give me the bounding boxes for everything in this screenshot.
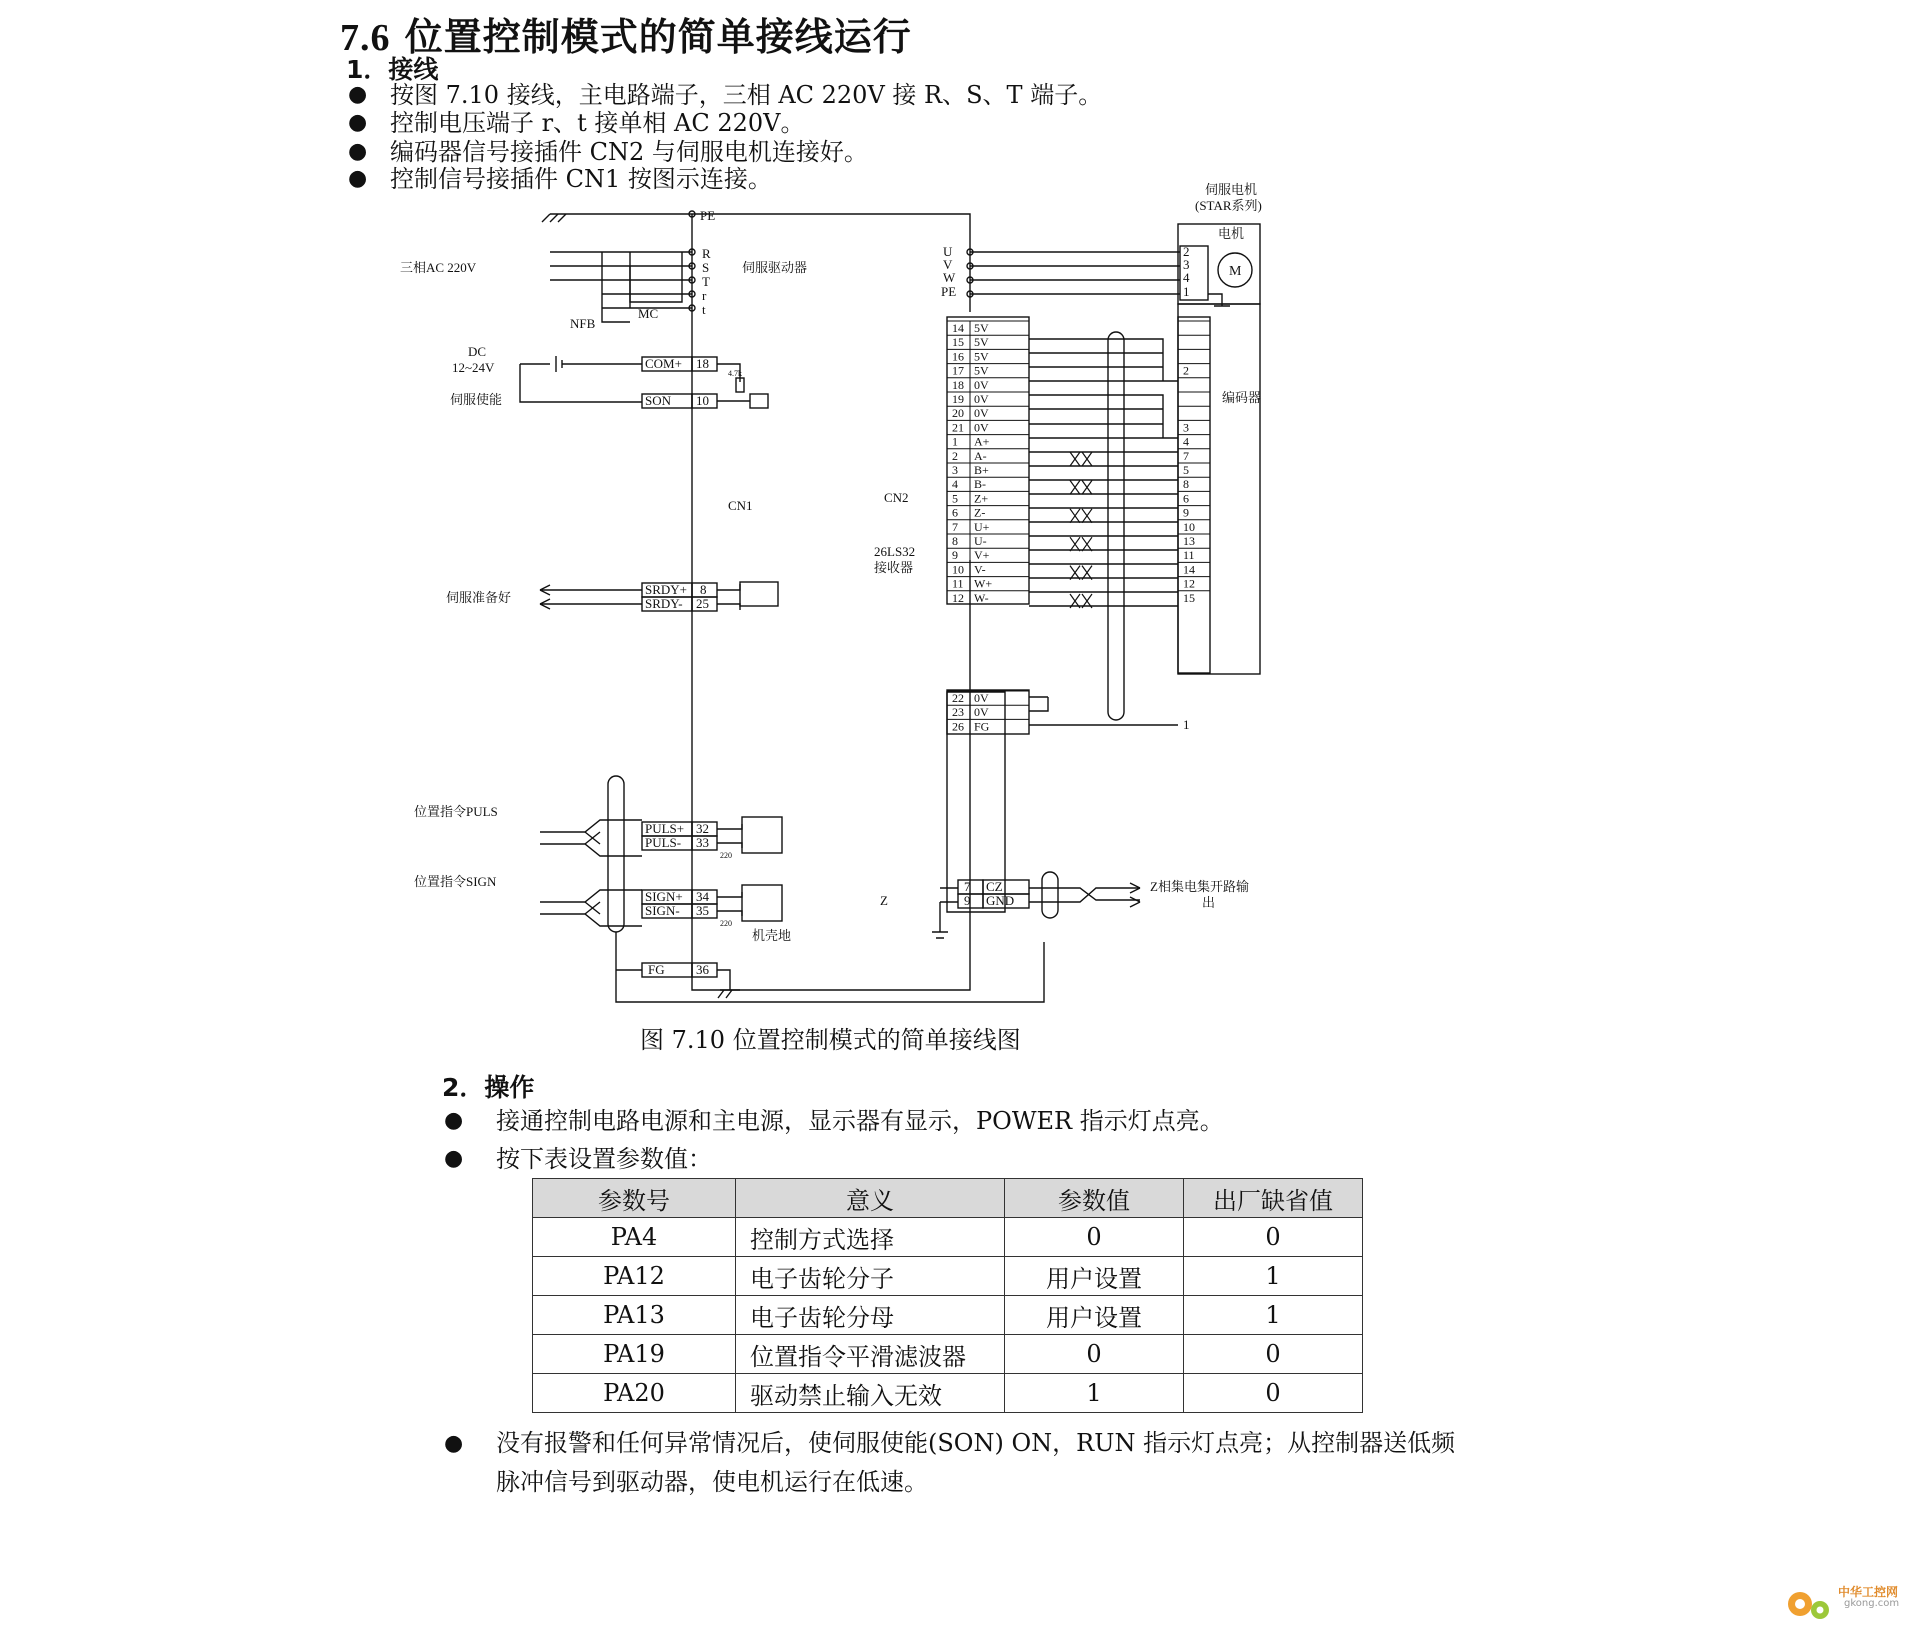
cn2-pin-number: 15 [952, 335, 964, 350]
column-header: 参数值 [1005, 1179, 1184, 1218]
cn2-pin-number: 10 [952, 562, 964, 577]
cn2-pin-signal: 0V [974, 392, 989, 406]
motor-series-label: (STAR系列) [1195, 198, 1262, 213]
gear-logo-icon [1782, 1580, 1838, 1626]
fg-pin-number: 36 [696, 962, 709, 977]
param-value-cell: 1 [1005, 1374, 1184, 1413]
cz-pin-label: CZ [986, 879, 1003, 894]
cn2-pin-signal: W- [974, 590, 989, 605]
cn2-pin-signal: Z+ [974, 491, 989, 506]
encoder-pin-number: 13 [1183, 534, 1195, 548]
motor-pin-1: 1 [1183, 284, 1190, 299]
cn2-pin-number: 23 [952, 705, 964, 720]
driver-label: 伺服驱动器 [742, 260, 808, 275]
w-terminal-label: W [943, 270, 956, 285]
param-value-cell: 用户设置 [1005, 1296, 1184, 1335]
column-header: 参数号 [533, 1179, 736, 1218]
encoder-pin-number: 9 [1183, 505, 1189, 520]
z-output-label-line2: 出 [1202, 895, 1216, 910]
servo-enable-label: 伺服使能 [450, 392, 503, 407]
wiring-bullet: ● 控制电压端子 r、t 接单相 AC 220V。 [348, 109, 805, 137]
com-pin-number: 18 [696, 356, 709, 371]
param-default-cell: 0 [1184, 1335, 1363, 1374]
cz-pin-number: 7 [964, 879, 971, 894]
bullet-dot-icon: ● [444, 1108, 464, 1133]
cn2-pin-number: 4 [952, 477, 958, 492]
table-row [533, 1218, 1363, 1257]
puls-minus-number: 33 [696, 835, 709, 850]
wiring-bullet: ● 控制信号接插件 CN1 按图示连接。 [348, 165, 772, 193]
chassis-ground-label: 机壳地 [752, 928, 792, 943]
param-default-cell: 0 [1184, 1374, 1363, 1413]
encoder-pin-number: 12 [1183, 576, 1195, 591]
cn2-pin-signal: A- [974, 448, 987, 463]
encoder-pin-number: 2 [1183, 363, 1189, 378]
section-title: 位置控制模式的简单接线运行 [404, 15, 912, 59]
parameter-table [532, 1178, 1363, 1413]
cn2-pin-signal: V- [974, 562, 986, 577]
cn2-pin-signal: 5V [974, 363, 989, 378]
cn2-pin-number: 7 [952, 519, 958, 534]
operation-heading: 2．操作 [442, 1073, 535, 1102]
encoder-pin-number: 3 [1183, 420, 1189, 435]
cn2-pin-number: 3 [952, 463, 958, 477]
param-id-cell: PA12 [533, 1257, 736, 1296]
sign-plus-number: 34 [696, 889, 709, 904]
figure-caption: 图 7.10 位置控制模式的简单接线图 [640, 1026, 1021, 1054]
sign-label: 位置指令SIGN [414, 874, 497, 889]
operation-bullet: ● 按下表设置参数值： [444, 1145, 712, 1173]
sign-plus-label: SIGN+ [645, 889, 683, 904]
cn2-pin-number: 6 [952, 505, 958, 520]
pe-terminal-label: PE [700, 208, 716, 223]
bullet-dot-icon: ● [348, 166, 368, 191]
cn2-pin-signal: V+ [974, 548, 990, 563]
table-row [533, 1296, 1363, 1335]
cn2-label: CN2 [884, 490, 909, 505]
cn2-pin-signal: 5V [974, 349, 989, 364]
encoder-pin-number: 6 [1183, 491, 1189, 506]
twisted-pair-marker [1070, 509, 1092, 523]
srdy-minus-label: SRDY- [645, 596, 683, 611]
cn2-pin-number: 8 [952, 534, 958, 548]
bullet-dot-icon: ● [444, 1146, 464, 1171]
cn2-pin-number: 18 [952, 377, 964, 392]
u-terminal-label: U [943, 244, 953, 259]
param-id-cell: PA20 [533, 1374, 736, 1413]
cn2-pin-number: 17 [952, 363, 964, 378]
r-control-terminal-label: r [702, 288, 707, 303]
final-note: ● 没有报警和任何异常情况后，使伺服使能(SON) ON，RUN 指示灯点亮；从控制器送低频脉冲信号到驱动器，使电机运行在低速。 [496, 1424, 1466, 1502]
cn2-pin-number: 26 [952, 719, 964, 734]
section-number: 7.6 [340, 17, 391, 59]
cn2-pin-signal: B+ [974, 463, 989, 477]
cn2-pin-number: 2 [952, 448, 958, 463]
srdy-plus-label: SRDY+ [645, 582, 688, 597]
cn2-pin-signal: 0V [974, 705, 989, 720]
motor-pin-2: 2 [1183, 244, 1190, 259]
cn2-pin-signal: 5V [974, 321, 989, 335]
puls-minus-label: PULS- [645, 835, 682, 850]
table-row [533, 1335, 1363, 1374]
dc-range-label: 12~24V [452, 360, 495, 375]
cn2-pin-number: 20 [952, 406, 964, 421]
z-transistor-label: Z [880, 893, 888, 908]
encoder-pin-number: 10 [1183, 519, 1195, 534]
param-default-cell: 1 [1184, 1296, 1363, 1335]
puls-plus-label: PULS+ [645, 821, 685, 836]
cn2-pin-signal: 5V [974, 335, 989, 350]
table-row [533, 1257, 1363, 1296]
cn1-label: CN1 [728, 498, 753, 513]
wiring-bullet: ● 按图 7.10 接线，主电路端子，三相 AC 220V 接 R、S、T 端子。 [348, 81, 1103, 109]
cn2-pin-number: 14 [952, 321, 964, 335]
twisted-pair-marker [1070, 537, 1092, 551]
sign-minus-label: SIGN- [645, 903, 680, 918]
encoder-pin-number: 7 [1183, 448, 1189, 463]
cn2-pin-signal: 0V [974, 420, 989, 435]
cn2-pin-number: 21 [952, 420, 964, 435]
motor-label: 电机 [1218, 226, 1245, 241]
param-id-cell: PA13 [533, 1296, 736, 1335]
cn2-pin-number: 1 [952, 434, 958, 449]
param-value-cell: 0 [1005, 1218, 1184, 1257]
cn2-pin-number: 22 [952, 691, 964, 705]
watermark-brand: 中华工控网 [1838, 1585, 1899, 1599]
t-control-terminal-label: t [702, 302, 706, 317]
twisted-pair-marker [1070, 452, 1092, 466]
diagram-lines [520, 211, 1260, 1002]
bullet-dot-icon: ● [348, 82, 368, 107]
param-meaning-cell: 控制方式选择 [736, 1218, 1005, 1257]
srdy-plus-number: 8 [700, 582, 707, 597]
son-pin-label: SON [645, 393, 672, 408]
param-meaning-cell: 驱动禁止输入无效 [736, 1374, 1005, 1413]
motor-pin-4: 4 [1183, 270, 1190, 285]
cn2-pin-signal: 0V [974, 406, 989, 421]
param-value-cell: 用户设置 [1005, 1257, 1184, 1296]
fg-pin-label: FG [648, 962, 665, 977]
cn2-pin-signal: B- [974, 477, 986, 492]
motor-pin-3: 3 [1183, 257, 1190, 272]
sign-minus-number: 35 [696, 903, 709, 918]
cn2-pin-number: 9 [952, 548, 958, 563]
param-default-cell: 1 [1184, 1257, 1363, 1296]
param-default-cell: 0 [1184, 1218, 1363, 1257]
mc-label: MC [638, 306, 659, 321]
table-header-row [533, 1179, 1363, 1218]
cn2-pin-signal: W+ [974, 576, 993, 591]
param-meaning-cell: 电子齿轮分母 [736, 1296, 1005, 1335]
wiring-diagram [380, 172, 1300, 1012]
cn2-pin-signal: U+ [974, 519, 990, 534]
cn2-pin-signal: Z- [974, 505, 986, 520]
puls-resistor-label: 220 [720, 851, 732, 860]
cn2-pin-number: 5 [952, 491, 958, 506]
pe-motor-terminal-label: PE [941, 284, 957, 299]
sign-resistor-label: 220 [720, 919, 732, 928]
cn2-pin-signal: 0V [974, 691, 989, 705]
encoder-pin-number: 8 [1183, 477, 1189, 492]
encoder-pin-number: 4 [1183, 434, 1189, 449]
gnd-pin-label: GND [986, 893, 1015, 908]
three-phase-label: 三相AC 220V [400, 260, 477, 275]
encoder-pin-number: 14 [1183, 562, 1195, 577]
param-meaning-cell: 位置指令平滑滤波器 [736, 1335, 1005, 1374]
dc-label: DC [468, 344, 487, 359]
wiring-heading: 1．接线 [346, 55, 439, 84]
cn2-pin-number: 12 [952, 590, 964, 605]
wiring-bullet: ● 编码器信号接插件 CN2 与伺服电机连接好。 [348, 138, 868, 166]
operation-bullet: ● 接通控制电路电源和主电源，显示器有显示，POWER 指示灯点亮。 [444, 1107, 1224, 1135]
receiver-label: 接收器 [874, 560, 914, 575]
servo-motor-title: 伺服电机 [1205, 182, 1258, 197]
bullet-dot-icon: ● [348, 110, 368, 135]
param-value-cell: 0 [1005, 1335, 1184, 1374]
resistor-4k7-label: 4.7k [728, 369, 742, 378]
encoder-label: 编码器 [1222, 390, 1262, 405]
column-header: 意义 [736, 1179, 1005, 1218]
com-pin-label: COM+ [645, 356, 682, 371]
cn2-pin-number: 16 [952, 349, 964, 364]
watermark-domain: gkong.com [1844, 1598, 1900, 1609]
receiver-chip-label: 26LS32 [874, 544, 916, 559]
encoder-fg-pin: 1 [1183, 717, 1190, 732]
nfb-label: NFB [570, 316, 596, 331]
bullet-dot-icon: ● [444, 1431, 464, 1456]
param-id-cell: PA19 [533, 1335, 736, 1374]
z-output-label-line1: Z相集电集开路输 [1150, 879, 1249, 894]
cn2-pin-signal: 0V [974, 377, 989, 392]
twisted-pair-marker [1070, 480, 1092, 494]
param-id-cell: PA4 [533, 1218, 736, 1257]
cn2-pin-signal: U- [974, 534, 987, 548]
son-pin-number: 10 [696, 393, 709, 408]
r-terminal-label: R [702, 246, 711, 261]
motor-symbol: M [1229, 264, 1242, 279]
puls-plus-number: 32 [696, 821, 709, 836]
cn2-pin-signal: FG [974, 719, 990, 734]
column-header: 出厂缺省值 [1184, 1179, 1363, 1218]
cn2-pin-number: 19 [952, 392, 964, 406]
encoder-pin-number: 11 [1183, 548, 1195, 563]
s-terminal-label: S [702, 260, 710, 275]
table-row [533, 1374, 1363, 1413]
gnd-pin-number: 9 [964, 893, 971, 908]
srdy-minus-number: 25 [696, 596, 709, 611]
cn2-pin-signal: A+ [974, 434, 990, 449]
cn2-pin-number: 11 [952, 576, 964, 591]
param-meaning-cell: 电子齿轮分子 [736, 1257, 1005, 1296]
encoder-pin-number: 5 [1183, 463, 1189, 477]
v-terminal-label: V [943, 257, 953, 272]
servo-ready-label: 伺服准备好 [446, 590, 512, 605]
t-terminal-label: T [702, 274, 710, 289]
encoder-pin-number: 15 [1183, 590, 1195, 605]
puls-label: 位置指令PULS [414, 804, 498, 819]
bullet-dot-icon: ● [348, 139, 368, 164]
